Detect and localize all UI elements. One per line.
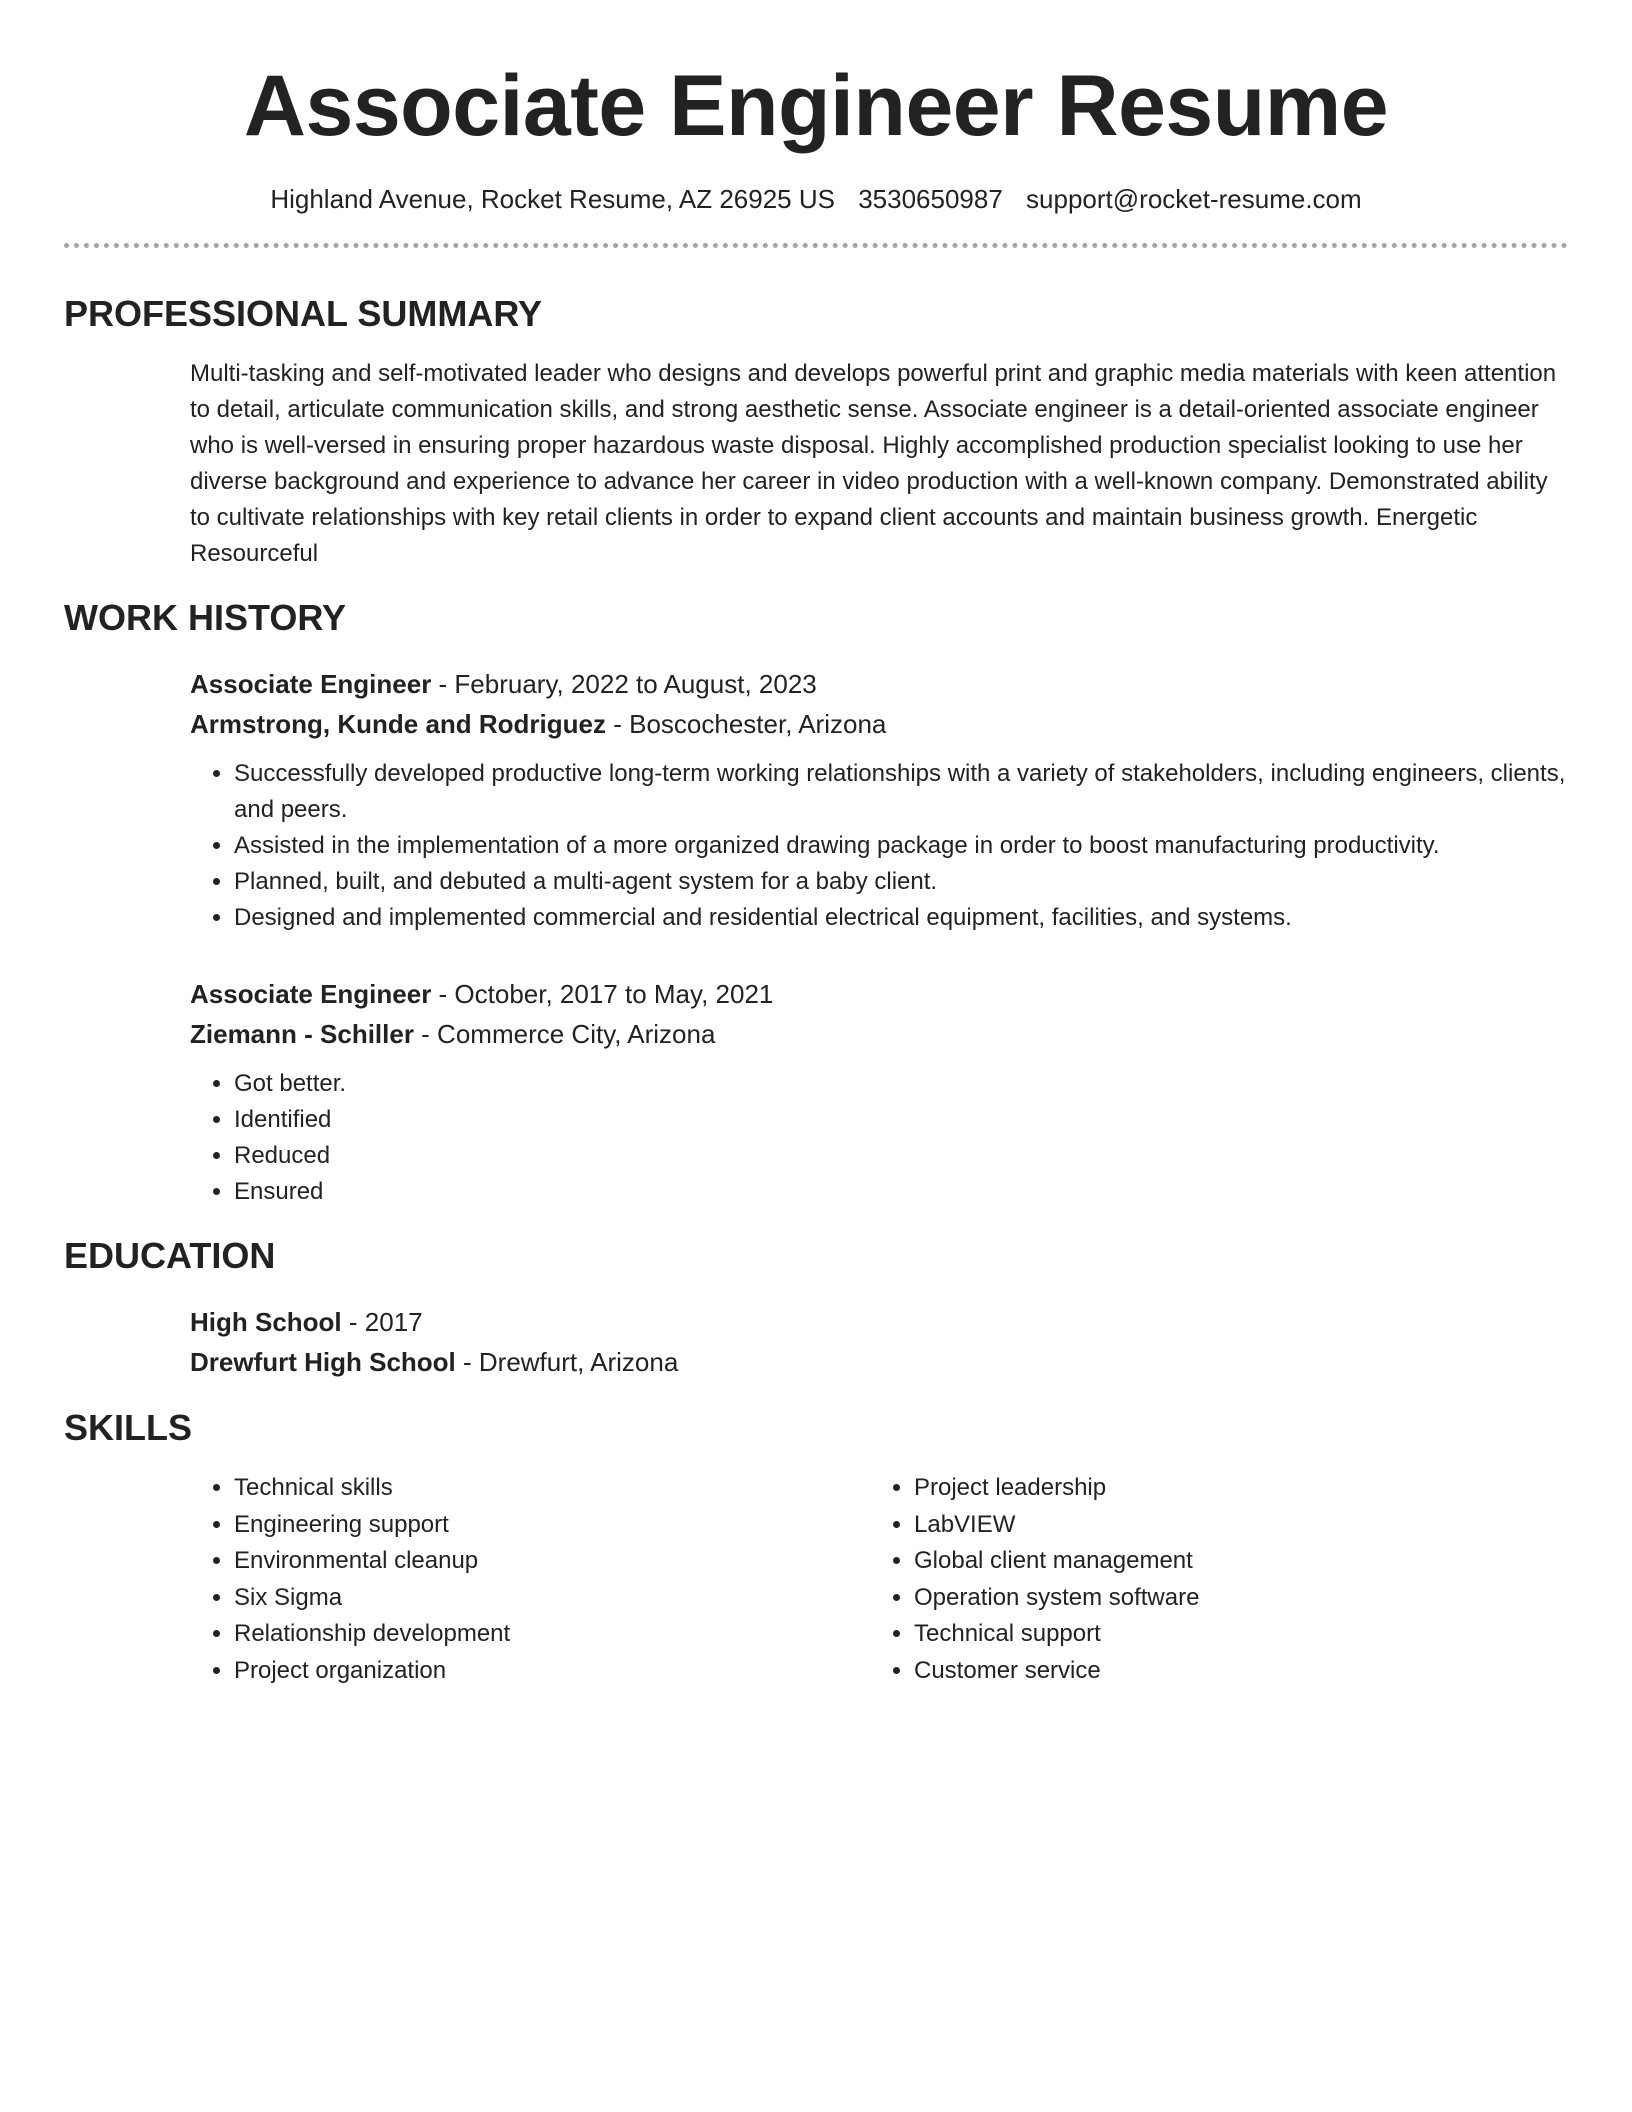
skill-item: • Operation system software [914, 1580, 1550, 1617]
skill-item: • Six Sigma [234, 1580, 870, 1617]
skill-item: • Technical skills [234, 1470, 870, 1507]
education-entry [190, 1302, 1568, 1382]
skill-item: • Project leadership [914, 1470, 1550, 1507]
job-company-line [190, 1014, 1568, 1054]
skill-item: • LabVIEW [914, 1507, 1550, 1544]
education-degree-line [190, 1302, 1568, 1342]
job-role: Associate Engineer [190, 669, 432, 699]
skill-item: • Engineering support [234, 1507, 870, 1544]
job-role: Associate Engineer [190, 979, 432, 1009]
job-location: - Commerce City, Arizona [413, 1019, 716, 1049]
education-degree: High School [190, 1307, 342, 1337]
job-dates: - October, 2017 to May, 2021 [431, 979, 774, 1009]
job-role-line [190, 974, 1568, 1014]
education-location: - Drewfurt, Arizona [455, 1347, 679, 1377]
job-company-line [190, 704, 1568, 744]
skill-item: • Environmental cleanup [234, 1543, 870, 1580]
education-section [64, 1302, 1568, 1382]
job-bullet: • Ensured [234, 1174, 1568, 1210]
contact-email: support@rocket-resume.com [1026, 184, 1362, 214]
job-company: Armstrong, Kunde and Rodriguez [190, 709, 606, 739]
contact-line [64, 182, 1568, 216]
job-role-line [190, 664, 1568, 704]
skills-column-right [870, 1470, 1550, 1689]
education-school: Drewfurt High School [190, 1347, 456, 1377]
job-bullets [190, 1066, 1568, 1210]
work-section [64, 664, 1568, 1210]
contact-address: Highland Avenue, Rocket Resume, AZ 26925 US [270, 184, 835, 214]
education-year: - 2017 [341, 1307, 423, 1337]
job-bullet: • Reduced [234, 1138, 1568, 1174]
job-location: - Boscochester, Arizona [606, 709, 887, 739]
section-title-work: WORK HISTORY [64, 597, 347, 638]
job-bullet: • Got better. [234, 1066, 1568, 1102]
skill-item: • Relationship development [234, 1616, 870, 1653]
section-title-summary: PROFESSIONAL SUMMARY [64, 293, 543, 334]
job-bullets [190, 756, 1568, 936]
skill-item: • Project organization [234, 1653, 870, 1690]
section-title-education: EDUCATION [64, 1235, 276, 1276]
contact-phone: 3530650987 [858, 184, 1003, 214]
skill-item: • Customer service [914, 1653, 1550, 1690]
job-bullet: • Designed and implemented commercial and residential electrical equipment, facilities, and systems. [234, 900, 1568, 936]
skills-grid [190, 1470, 1568, 1689]
education-school-line [190, 1342, 1568, 1382]
job-company: Ziemann - Schiller [190, 1019, 414, 1049]
resume-title: Associate Engineer Resume [243, 58, 1389, 154]
skill-item: • Technical support [914, 1616, 1550, 1653]
job-bullet: • Successfully developed productive long-term working relationships with a variety of stakeholders, including engineers, clients, and peers. [234, 756, 1568, 828]
skills-column-left [190, 1470, 870, 1689]
job-entry [190, 974, 1568, 1210]
job-bullet: • Assisted in the implementation of a more organized drawing package in order to boost manufacturing productivity. [234, 828, 1568, 864]
skills-section [64, 1470, 1568, 1689]
summary-section [64, 356, 1568, 572]
summary-text: Multi-tasking and self-motivated leader who designs and develops powerful print and graphic media materials with keen attention to detail, articulate communication skills, and strong aesthetic sense. Associate engineer is a detail-oriented associate engineer who is well-versed in ensuring proper hazardous waste disposal. Highly accomplished production specialist looking to use her diverse background and experience to advance her career in video production with a well-known company. Demonstrated ability to cultivate relationships with key retail clients in order to expand client accounts and maintain business growth. Energetic Resourceful [190, 360, 1557, 567]
section-title-skills: SKILLS [64, 1407, 193, 1448]
job-dates: - February, 2022 to August, 2023 [431, 669, 817, 699]
skill-item: • Global client management [914, 1543, 1550, 1580]
job-bullet: • Planned, built, and debuted a multi-agent system for a baby client. [234, 864, 1568, 900]
header-divider [64, 243, 1568, 248]
job-bullet: • Identified [234, 1102, 1568, 1138]
job-entry [190, 664, 1568, 936]
